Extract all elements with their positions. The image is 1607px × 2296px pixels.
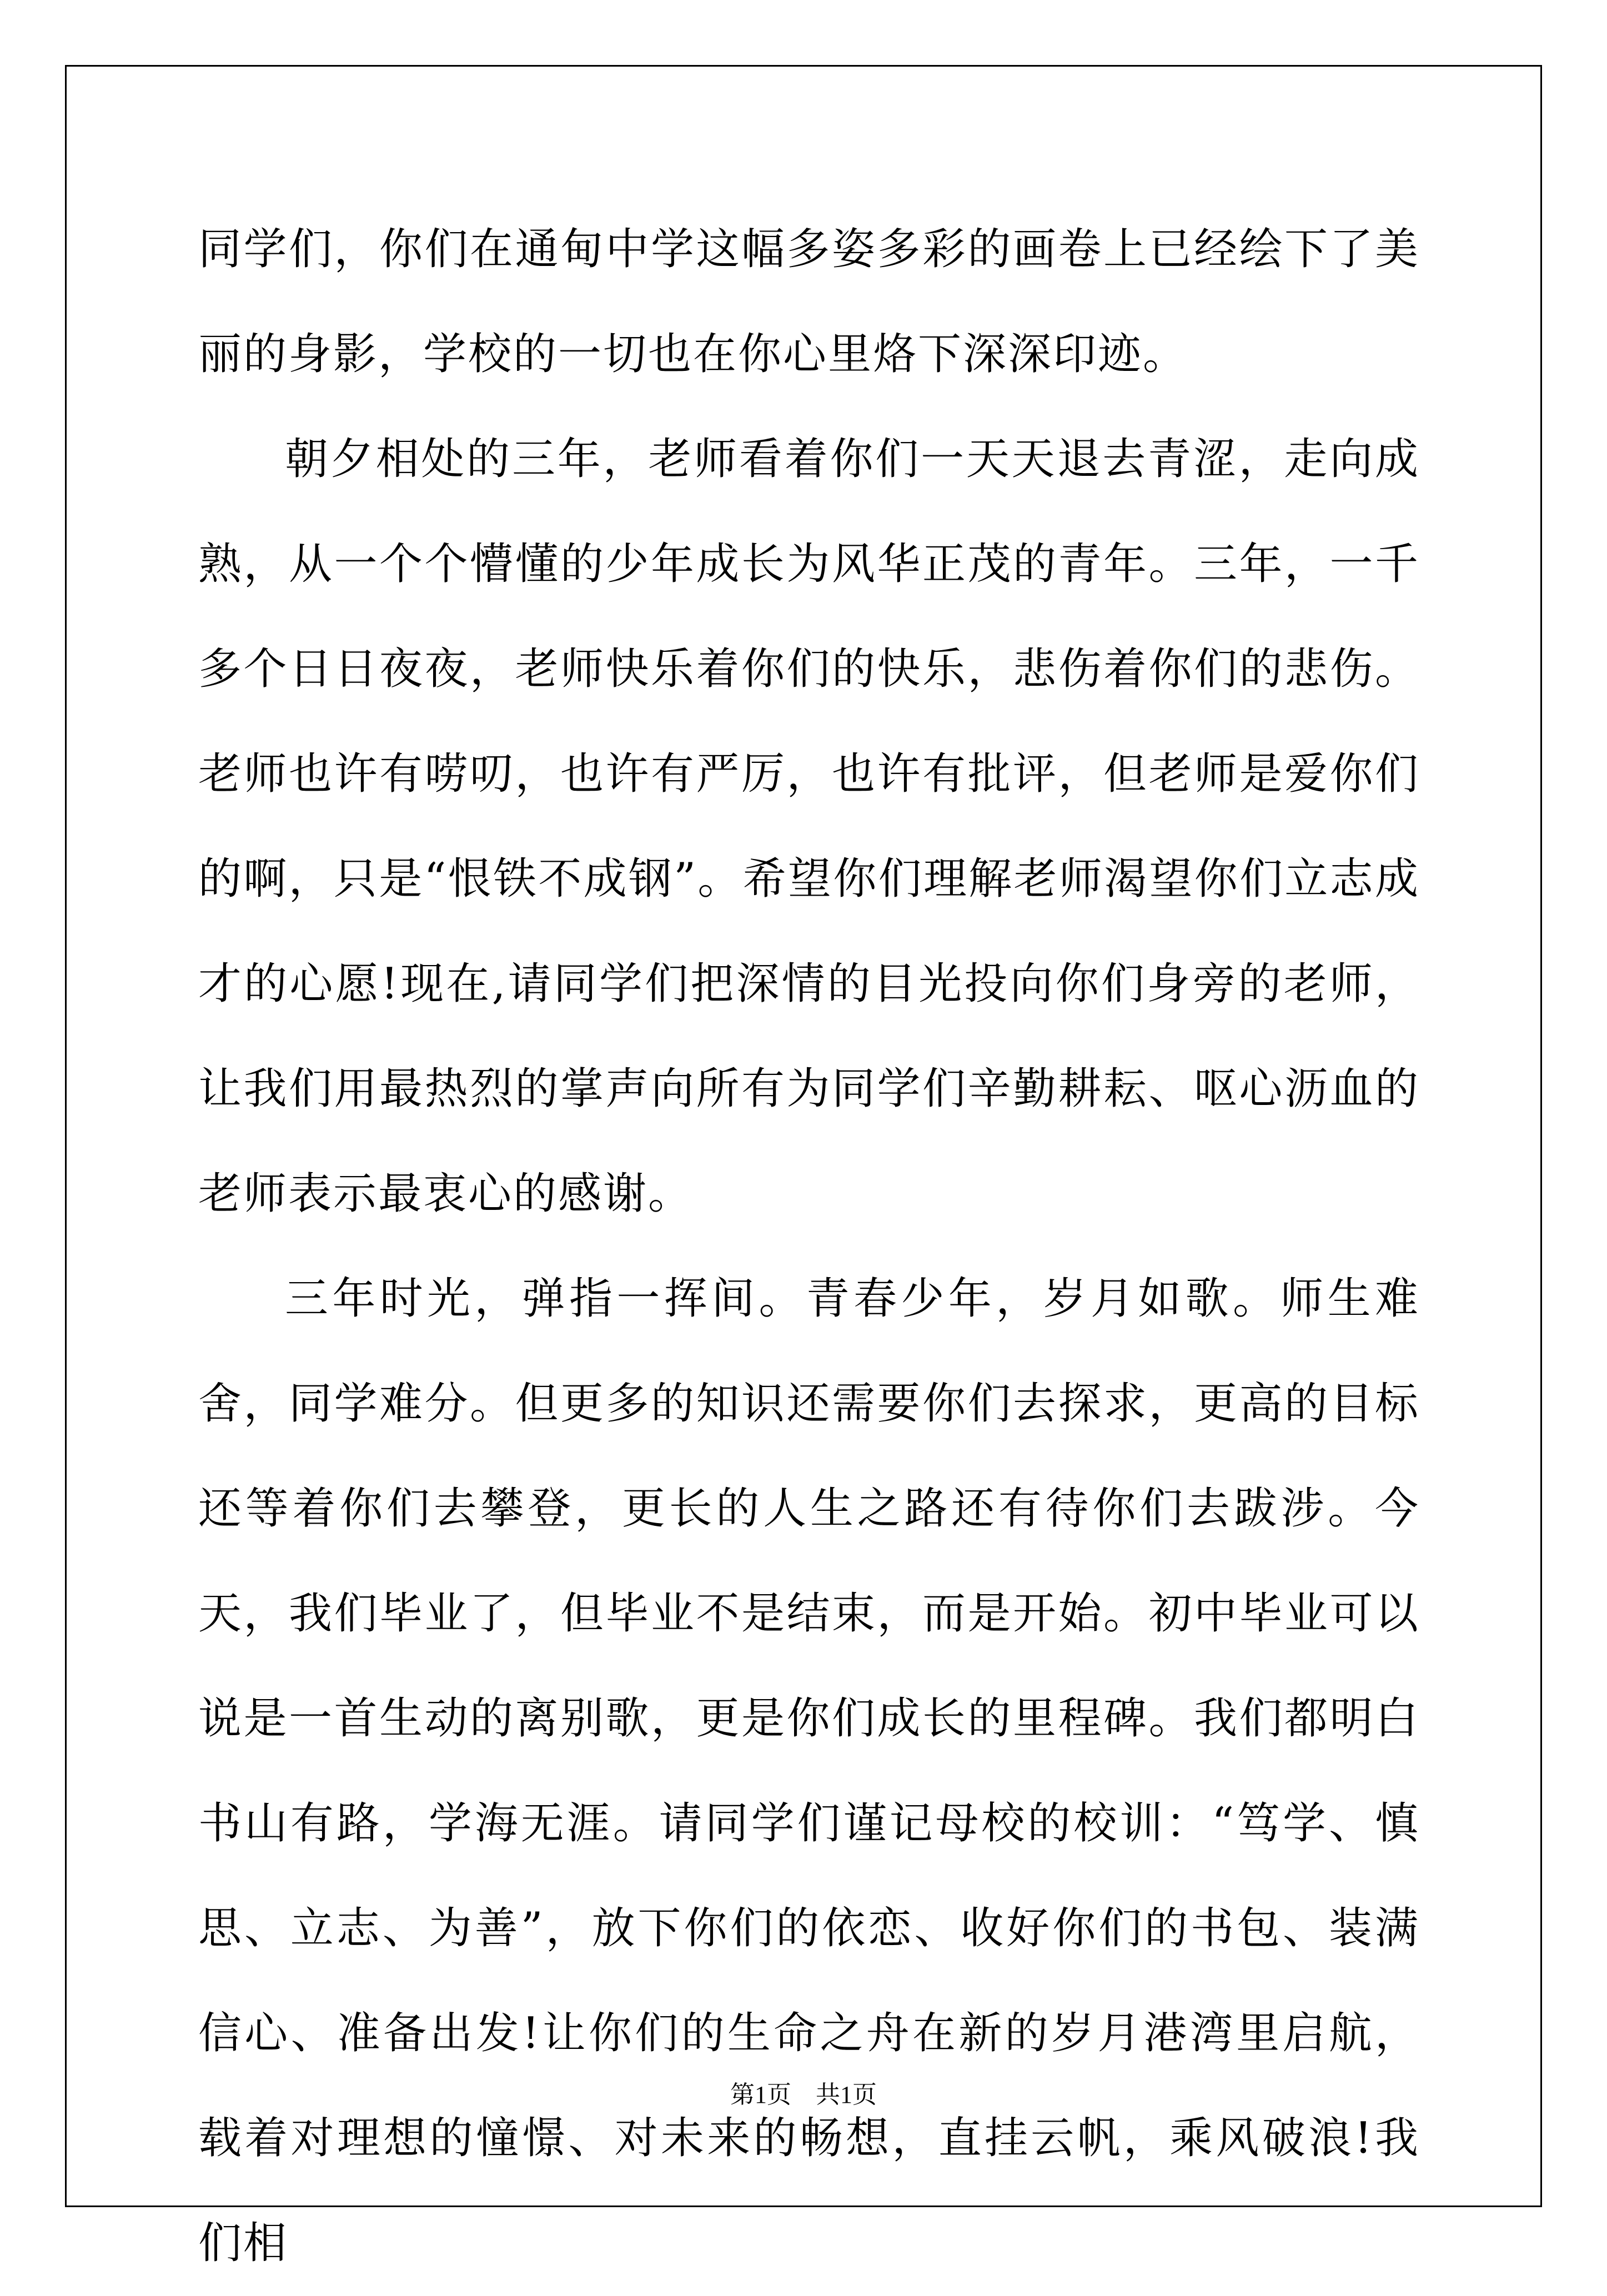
paragraph: 三年时光，弹指一挥间。青春少年，岁月如歌。师生难舍，同学难分。但更多的知识还需要你们去探求，更高的目标还等着你们去攀登，更长的人生之路还有待你们去跋涉。今天，我们毕业了，但毕业不是结束，而是开始。初中毕业可以说是一首生动的离别歌，更是你们成长的里程碑。我们都明白书山有路，学海无涯。请同学们谨记母校的校训：“笃学、慎思、立志、为善”，放下你们的依恋、收好你们的书包、装满信心、准备出发!让你们的生命之舟在新的岁月港湾里启航，载着对理想的憧憬、对未来的畅想，直挂云帆，乘风破浪!我们相 [198, 1274, 1420, 2268]
page-number: 第1页 共1页 [730, 2081, 877, 2108]
paragraph: 同学们，你们在通甸中学这幅多姿多彩的画卷上已经绘下了美丽的身影，学校的一切也在你心里烙下深深印迹。 [198, 224, 1420, 379]
paragraph: 朝夕相处的三年，老师看着你们一天天退去青涩，走向成熟，从一个个懵懂的少年成长为风华正茂的青年。三年，一千多个日日夜夜，老师快乐着你们的快乐，悲伤着你们的悲伤。老师也许有唠叨，也许有严厉，也许有批评，但老师是爱你们的啊，只是“恨铁不成钢”。希望你们理解老师渴望你们立志成才的心愿!现在,请同学们把深情的目光投向你们身旁的老师，让我们用最热烈的掌声向所有为同学们辛勤耕耘、呕心沥血的老师表示最衷心的感谢。 [198, 434, 1420, 1219]
document-body [198, 197, 1420, 2296]
